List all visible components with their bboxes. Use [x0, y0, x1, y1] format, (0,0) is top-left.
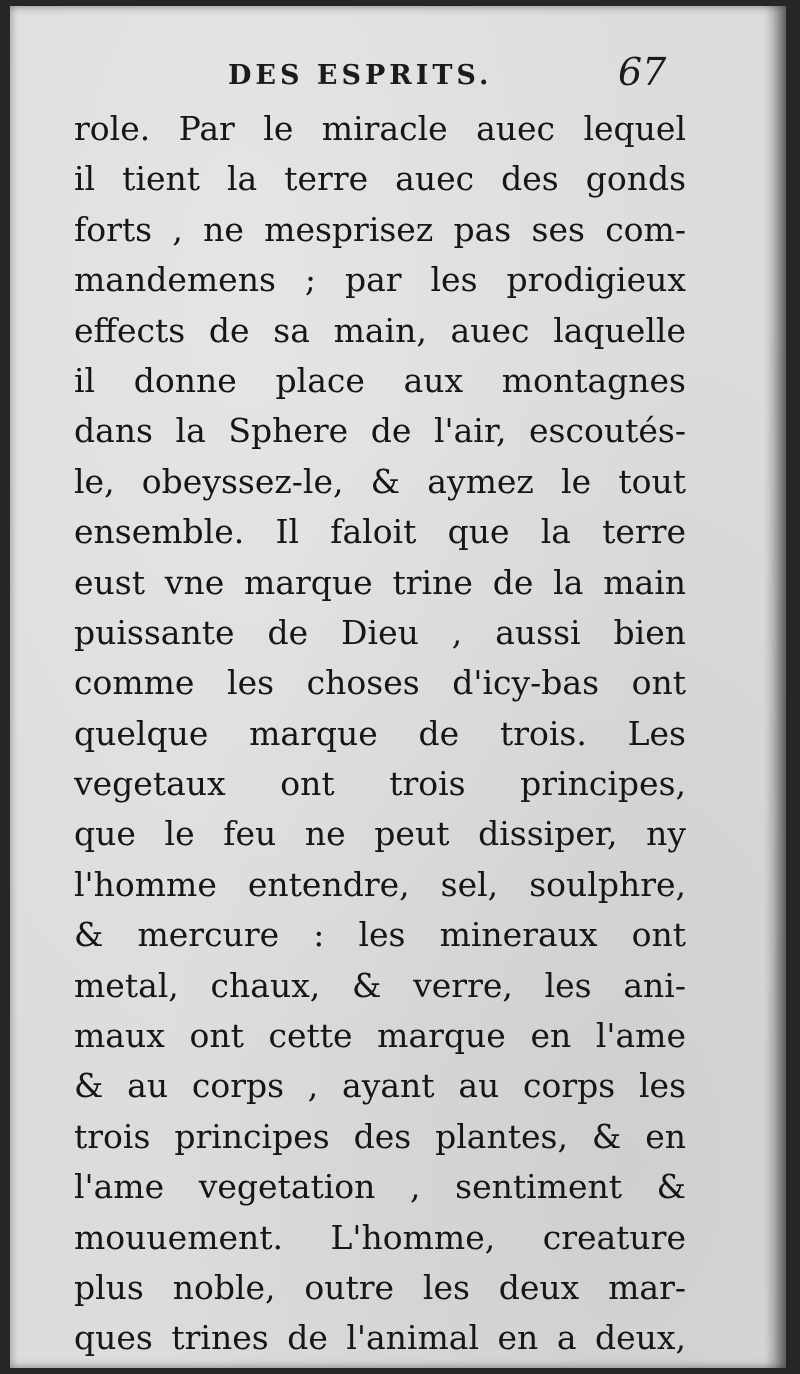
text-line: dans la Sphere de l'air, escoutés-: [74, 411, 686, 451]
text-line: forts , ne mesprisez pas ses com-: [74, 209, 686, 249]
text-line: quelque marque de trois. Les: [74, 713, 686, 753]
text-line: plus noble, outre les deux mar-: [74, 1267, 686, 1307]
page-header: [10, 50, 786, 104]
body-text: [74, 104, 686, 1364]
text-line: trois principes des plantes, & en: [74, 1116, 686, 1156]
page-edge-shadow: [764, 6, 786, 1368]
text-line: metal, chaux, & verre, les ani-: [74, 965, 686, 1005]
text-line: maux ont cette marque en l'ame: [74, 1016, 686, 1056]
text-line: comme les choses d'icy-bas ont: [74, 663, 686, 703]
text-line: l'homme entendre, sel, soulphre,: [74, 864, 686, 904]
running-head: DES ESPRITS.: [228, 60, 493, 91]
text-line: ques trines de l'animal en a deux,: [74, 1318, 686, 1358]
text-line: mandemens ; par les prodigieux: [74, 260, 686, 300]
text-line: il donne place aux montagnes: [74, 360, 686, 400]
text-line: mouuement. L'homme, creature: [74, 1217, 686, 1257]
text-line: l'ame vegetation , sentiment &: [74, 1167, 686, 1207]
text-line: puissante de Dieu , aussi bien: [74, 612, 686, 652]
text-line: vegetaux ont trois principes,: [74, 764, 686, 804]
text-line: & mercure : les mineraux ont: [74, 915, 686, 955]
text-line: eust vne marque trine de la main: [74, 562, 686, 602]
text-line: le, obeyssez-le, & aymez le tout: [74, 461, 686, 501]
text-line: il tient la terre auec des gonds: [74, 159, 686, 199]
text-line: & au corps , ayant au corps les: [74, 1066, 686, 1106]
text-line: role. Par le miracle auec lequel: [74, 109, 686, 148]
page-number: 67: [618, 50, 667, 94]
book-page: [10, 6, 786, 1368]
text-line: effects de sa main, auec laquelle: [74, 310, 686, 350]
text-line: ensemble. Il faloit que la terre: [74, 512, 686, 552]
text-line: que le feu ne peut dissiper, ny: [74, 814, 686, 854]
